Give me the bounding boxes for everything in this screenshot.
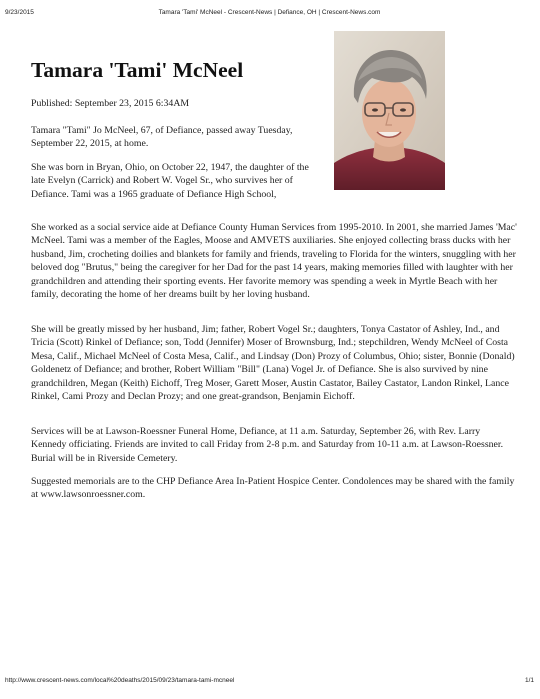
obituary-paragraph: She will be greatly missed by her husband, Jim; father, Robert Vogel Sr.; daughters, Tonya Castator of Ashley, Ind., and Tricia (Scott) Rinkel of Defiance; son, Todd (Jennifer) Moser of Brownsburg, Ind.; stepchildren, Wendy McNeel of Costa Mesa, Calif., Michael McNeel of Costa Mesa, Calif., and Lindsay (Don) Prozy of Columbus, Ohio; sister, Bonnie (Donald) Goldenetz of Defiance; and brother, Robert William "Bill" (Lana) Vogel Jr. of Defiance. She is also survived by nine grandchildren, Megan (Keith) Eichoff, Treg Moser, Garett Moser, Austin Castator, Bailey Castator, Landon Rinkel, Lance Rinkel, Cami Prozy and Declan Prozy; and one great-grandson, Benjamin Eichoff.	[31, 324, 515, 403]
print-footer	[5, 677, 534, 689]
print-date: 9/23/2015	[5, 9, 34, 16]
obituary-title: Tamara 'Tami' McNeel	[31, 58, 244, 82]
obituary-paragraph: Suggested memorials are to the CHP Defiance Area In-Patient Hospice Center. Condolences may be shared with the family at www.lawsonroessner.com.	[31, 476, 515, 501]
obituary-paragraph: Services will be at Lawson-Roessner Funeral Home, Defiance, at 11 a.m. Saturday, September 26, with Rev. Larry Kennedy officiating. Friends are invited to call Friday from 2-8 p.m. and Saturday from 10-11 a.m. at Lawson-Roessner. Burial will be in Riverside Cemetery.	[31, 426, 504, 464]
portrait-photo	[334, 31, 445, 190]
obituary-paragraph: She was born in Bryan, Ohio, on October 22, 1947, the daughter of the late Evelyn (Carrick) and Robert W. Vogel Sr., who survives her of Defiance. Tami was a 1965 graduate of Defiance High School,	[31, 162, 309, 200]
page-url: http://www.crescent-news.com/local%20deaths/2015/09/23/tamara-tami-mcneel	[5, 677, 235, 684]
print-page-title: Tamara 'Tami' McNeel - Crescent-News | Defiance, OH | Crescent-News.com	[158, 9, 381, 16]
page-number: 1/1	[524, 677, 534, 684]
published-date: Published: September 23, 2015 6:34AM	[31, 98, 190, 109]
print-header	[5, 9, 534, 21]
obituary-paragraph: Tamara "Tami" Jo McNeel, 67, of Defiance, passed away Tuesday, September 22, 2015, at home.	[31, 125, 293, 150]
obituary-paragraph: She worked as a social service aide at Defiance County Human Services from 1995-2010. In 2001, she married James 'Mac' McNeel. Tami was a member of the Eagles, Moose and AMVETS auxiliaries. She enjoyed collecting brass ducks with her husband, Jim, crocheting doilies and blankets for family and friends, traveling to Florida for the winters, snuggling with her beloved dog "Brutus," being the caregiver for her Dad for the past 14 years, making memories filled with laughter with her grandchildren and attending their sporting events. Her favorite memory was spending a week in Myrtle Beach with her family, decorating the home of her dreams built by her loving husband.	[31, 222, 517, 301]
